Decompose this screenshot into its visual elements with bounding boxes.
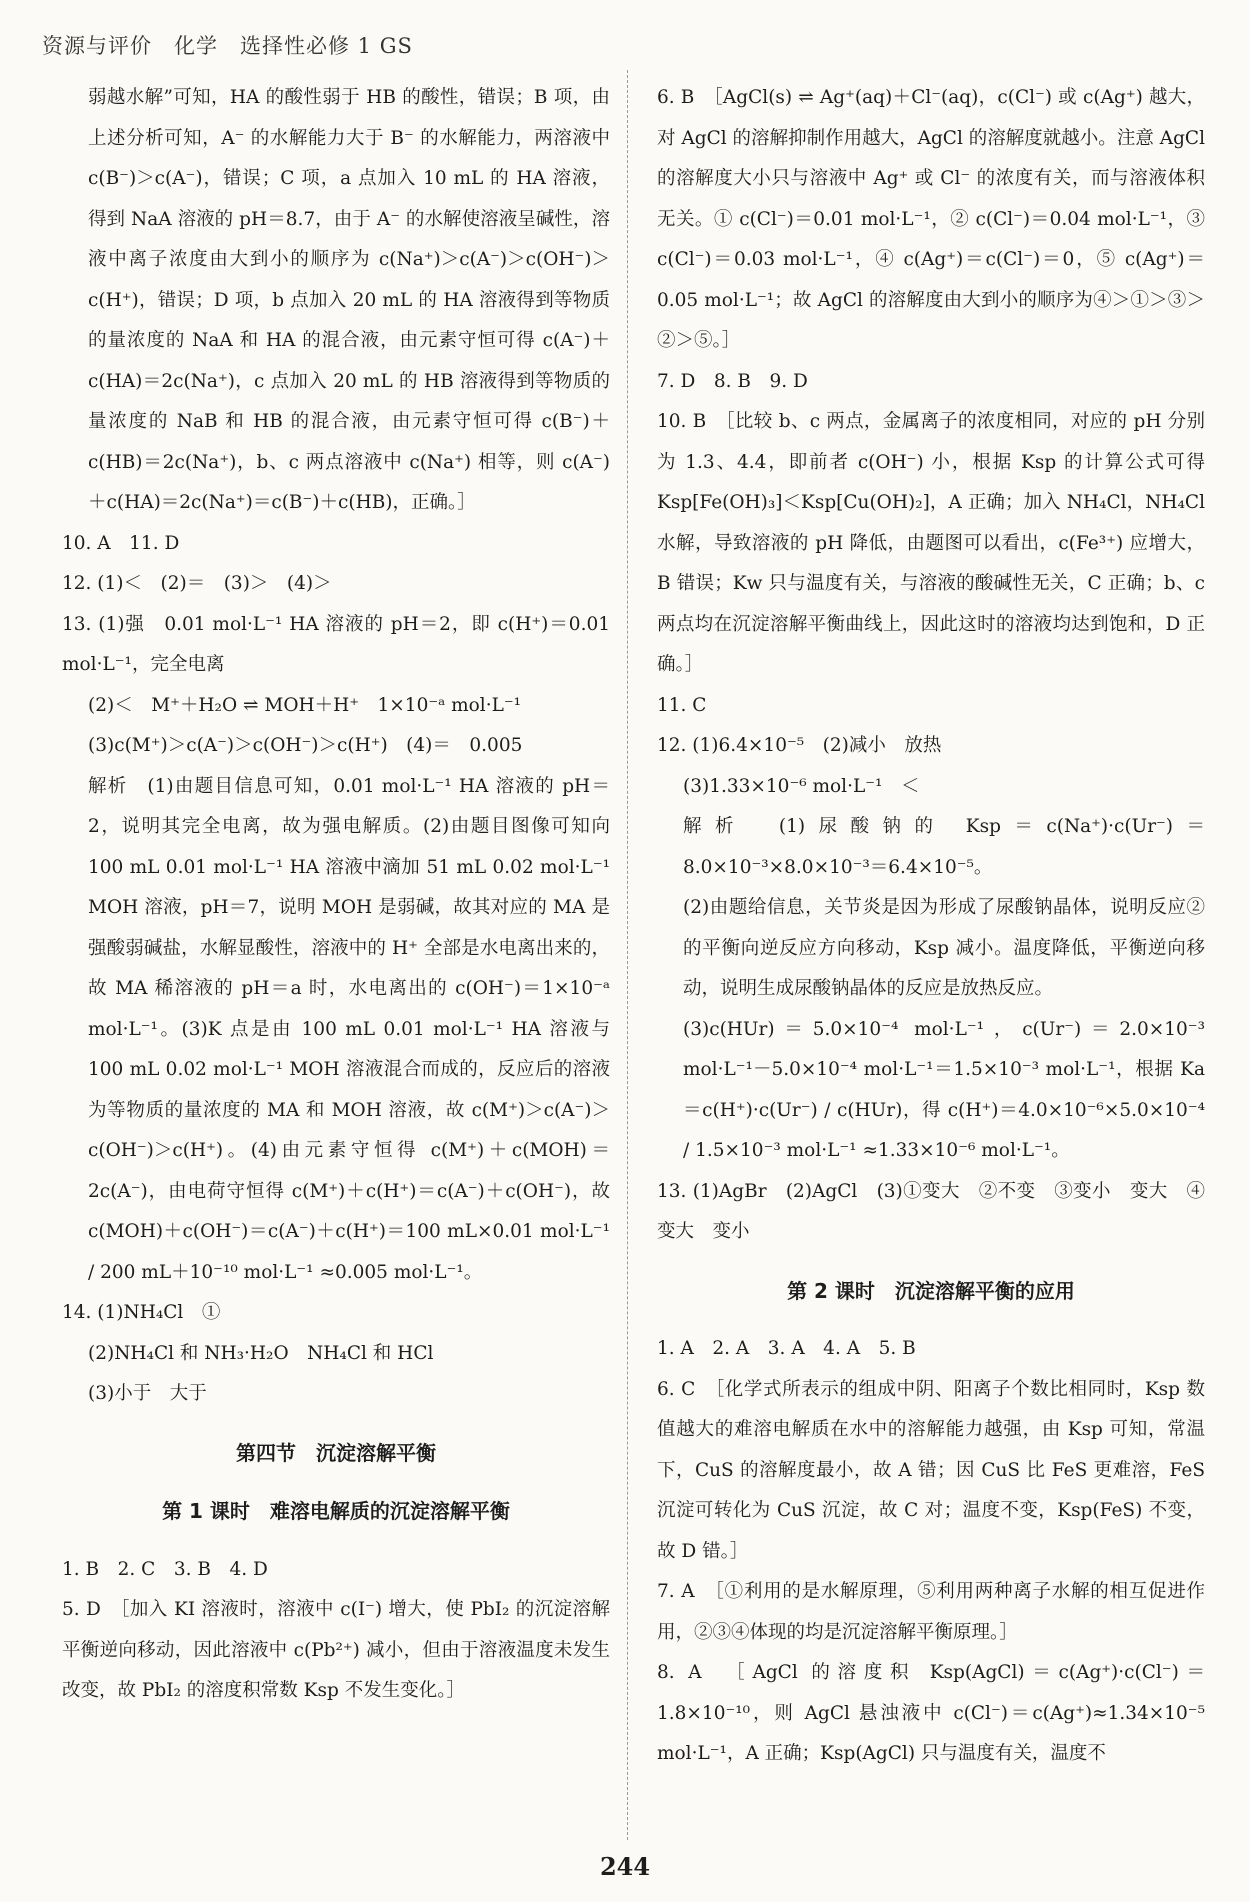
- answer-paragraph: 12. (1)6.4×10⁻⁵ (2)减小 放热: [657, 735, 942, 756]
- answer-paragraph: 13. (1)强 0.01 mol·L⁻¹ HA 溶液的 pH＝2，即 c(H⁺)＝0.01 mol·L⁻¹，完全电离: [62, 613, 610, 675]
- answer-paragraph: 1. A 2. A 3. A 4. A 5. B: [657, 1338, 916, 1359]
- answer-paragraph: 6. C ［化学式所表示的组成中阴、阳离子个数比相同时，Ksp 数值越大的难溶电解质在水中的溶解能力越强，由 Ksp 可知，常温下，CuS 的溶解度最小，故 A 错；因 CuS 比 FeS 更难溶，FeS 沉淀可转化为 CuS 沉淀，故 C 对；温度不变，Ksp(FeS) 不变，故 D 错。］: [657, 1378, 1205, 1562]
- answer-paragraph: 6. B ［AgCl(s) ⇌ Ag⁺(aq)＋Cl⁻(aq)，c(Cl⁻) 或 c(Ag⁺) 越大，对 AgCl 的溶解抑制作用越大，AgCl 的溶解度就越小。注意 AgCl 的溶解度大小只与溶液中 Ag⁺ 或 Cl⁻ 的浓度有关，而与溶液体积无关。① c(Cl⁻)＝0.01 mol·L⁻¹，② c(Cl⁻)＝0.04 mol·L⁻¹，③ c(Cl⁻)＝0.03 mol·L⁻¹，④ c(Ag⁺)＝c(Cl⁻)＝0，⑤ c(Ag⁺)＝0.05 mol·L⁻¹；故 AgCl 的溶解度由大到小的顺序为④＞①＞③＞②＞⑤。］: [657, 87, 1205, 351]
- answer-paragraph: (3)c(HUr)＝5.0×10⁻⁴ mol·L⁻¹，c(Ur⁻)＝2.0×10⁻³ mol·L⁻¹－5.0×10⁻⁴ mol·L⁻¹＝1.5×10⁻³ mol·L⁻¹，根据 Ka＝c(H⁺)·c(Ur⁻) / c(HUr)，得 c(H⁺)＝4.0×10⁻⁶×5.0×10⁻⁴ / 1.5×10⁻³ mol·L⁻¹ ≈1.33×10⁻⁶ mol·L⁻¹。: [683, 1018, 1205, 1161]
- page-number: 244: [599, 1852, 651, 1881]
- answer-paragraph: 8. A ［AgCl 的溶度积 Ksp(AgCl)＝c(Ag⁺)·c(Cl⁻)＝1.8×10⁻¹⁰，则 AgCl 悬浊液中 c(Cl⁻)＝c(Ag⁺)≈1.34×10⁻⁵ mol·L⁻¹，A 正确；Ksp(AgCl) 只与温度有关，温度不: [657, 1662, 1205, 1764]
- answer-paragraph: 解析 (1)由题目信息可知，0.01 mol·L⁻¹ HA 溶液的 pH＝2，说明其完全电离，故为强电解质。(2)由题目图像可知向 100 mL 0.01 mol·L⁻¹ HA 溶液中滴加 51 mL 0.02 mol·L⁻¹ MOH 溶液，pH＝7，说明 MOH 是弱碱，故其对应的 MA 是强酸弱碱盐，水解显酸性，溶液中的 H⁺ 全部是水电离出来的，故 MA 稀溶液的 pH＝a 时，水电离出的 c(OH⁻)＝1×10⁻ᵃ mol·L⁻¹。(3)K 点是由 100 mL 0.01 mol·L⁻¹ HA 溶液与 100 mL 0.02 mol·L⁻¹ MOH 溶液混合而成的，反应后的溶液为等物质的量浓度的 MA 和 MOH 溶液，故 c(M⁺)＞c(A⁻)＞c(OH⁻)＞c(H⁺)。(4)由元素守恒得 c(M⁺)＋c(MOH)＝2c(A⁻)，由电荷守恒得 c(M⁺)＋c(H⁺)＝c(A⁻)＋c(OH⁻)，故 c(MOH)＋c(OH⁻)＝c(A⁻)＋c(H⁺)＝100 mL×0.01 mol·L⁻¹ / 200 mL＋10⁻¹⁰ mol·L⁻¹ ≈0.005 mol·L⁻¹。: [88, 775, 610, 1283]
- answer-paragraph: 弱越水解”可知，HA 的酸性弱于 HB 的酸性，错误；B 项，由上述分析可知，A⁻ 的水解能力大于 B⁻ 的水解能力，两溶液中 c(B⁻)＞c(A⁻)，错误；C 项，a 点加入 10 mL 的 HA 溶液，得到 NaA 溶液的 pH＝8.7，由于 A⁻ 的水解使溶液呈碱性，溶液中离子浓度由大到小的顺序为 c(Na⁺)＞c(A⁻)＞c(OH⁻)＞c(H⁺)，错误；D 项，b 点加入 20 mL 的 HA 溶液得到等物质的量浓度的 NaA 和 HA 的混合液，由元素守恒可得 c(A⁻)＋c(HA)＝2c(Na⁺)，c 点加入 20 mL 的 HB 溶液得到等物质的量浓度的 NaB 和 HB 的混合液，由元素守恒可得 c(B⁻)＋c(HB)＝2c(Na⁺)，b、c 两点溶液中 c(Na⁺) 相等，则 c(A⁻)＋c(HA)＝2c(Na⁺)＝c(B⁻)＋c(HB)，正确。］: [88, 87, 610, 513]
- answer-paragraph: (2)由题给信息，关节炎是因为形成了尿酸钠晶体，说明反应②的平衡向逆反应方向移动，Ksp 减小。温度降低，平衡逆向移动，说明生成尿酸钠晶体的反应是放热反应。: [683, 897, 1205, 999]
- column-divider: [627, 70, 629, 1840]
- answer-paragraph: 14. (1)NH₄Cl ①: [62, 1302, 221, 1323]
- answer-paragraph: (3)c(M⁺)＞c(A⁻)＞c(OH⁻)＞c(H⁺) (4)＝ 0.005: [88, 735, 523, 756]
- answer-paragraph: 12. (1)＜ (2)＝ (3)＞ (4)＞: [62, 573, 332, 594]
- answer-paragraph: 5. D ［加入 KI 溶液时，溶液中 c(I⁻) 增大，使 PbI₂ 的沉淀溶解平衡逆向移动，因此溶液中 c(Pb²⁺) 减小，但由于溶液温度未发生改变，故 PbI₂ 的溶度积常数 Ksp 不发生变化。］: [62, 1599, 610, 1701]
- section-heading: 第 1 课时 难溶电解质的沉淀溶解平衡: [162, 1499, 510, 1523]
- answer-paragraph: 10. B ［比较 b、c 两点，金属离子的浓度相同，对应的 pH 分别为 1.3、4.4，即前者 c(OH⁻) 小，根据 Ksp 的计算公式可得 Ksp[Fe(OH)₃]＜Ksp[Cu(OH)₂]，A 正确；加入 NH₄Cl，NH₄Cl 水解，导致溶液的 pH 降低，由题图可以看出，c(Fe³⁺) 应增大，B 错误；Kw 只与温度有关，与溶液的酸碱性无关，C 正确；b、c 两点均在沉淀溶解平衡曲线上，因此这时的溶液均达到饱和，D 正确。］: [657, 411, 1205, 675]
- answer-paragraph: (3)1.33×10⁻⁶ mol·L⁻¹ ＜: [683, 775, 920, 797]
- answer-paragraph: (3)小于 大于: [88, 1383, 207, 1404]
- answer-paragraph: 7. D 8. B 9. D: [657, 370, 808, 392]
- answer-paragraph: 10. A 11. D: [62, 532, 180, 554]
- answer-paragraph: 7. A ［①利用的是水解原理，⑤利用两种离子水解的相互促进作用，②③④体现的均是沉淀溶解平衡原理。］: [657, 1581, 1205, 1643]
- answer-paragraph: (2)NH₄Cl 和 NH₃·H₂O NH₄Cl 和 HCl: [88, 1342, 434, 1364]
- section-heading: 第 2 课时 沉淀溶解平衡的应用: [787, 1278, 1075, 1303]
- answer-paragraph: 13. (1)AgBr (2)AgCl (3)①变大 ②不变 ③变小 变大 ④变大 变小: [657, 1180, 1205, 1242]
- answer-paragraph: 11. C: [657, 694, 707, 716]
- answer-paragraph: 1. B 2. C 3. B 4. D: [62, 1558, 268, 1580]
- running-header: 资源与评价 化学 选择性必修 1 GS: [42, 34, 413, 58]
- answer-paragraph: (2)＜ M⁺＋H₂O ⇌ MOH＋H⁺ 1×10⁻ᵃ mol·L⁻¹: [88, 694, 522, 716]
- section-heading: 第四节 沉淀溶解平衡: [236, 1440, 436, 1465]
- right-column: [657, 78, 1205, 1775]
- left-column: [62, 78, 610, 1712]
- answer-paragraph: 解析 (1)尿酸钠的 Ksp＝c(Na⁺)·c(Ur⁻)＝8.0×10⁻³×8.0×10⁻³＝6.4×10⁻⁵。: [683, 816, 1205, 878]
